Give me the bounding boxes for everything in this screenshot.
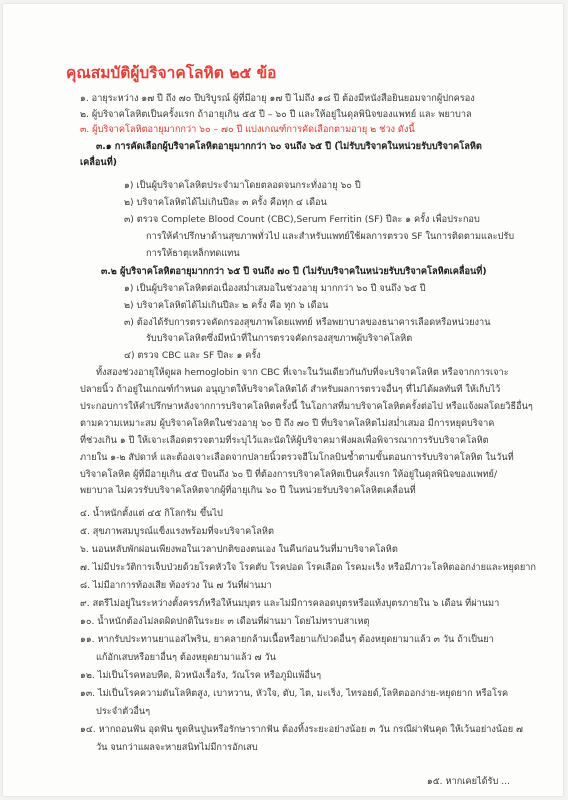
line-7: ๒) บริจาคโลหิตได้ไม่เกินปีละ ๓ ครั้ง คือทุก ๔ เดือน: [124, 197, 327, 208]
line-15: รับบริจาคโลหิตซึ่งมีหน้าที่ในการตรวจคัดกรองสุขภาพผู้บริจาคโลหิต: [146, 333, 413, 344]
line-19: ประกอบการให้คำปรึกษาหลังจากการบริจาคโลหิตครั้งนี้ ในโอกาสที่มาบริจาคโลหิตครั้งต่อไป หรือแจ้งผลโดยวิธีอื่นๆ: [80, 401, 533, 412]
line-24: พยาบาล ไม่ควรรับบริจาคโลหิตจากผู้ที่อายุเกิน ๖๐ ปี ในหน่วยรับบริจาคโลหิตเคลื่อนที่: [80, 485, 416, 496]
line-9: การให้คำปรึกษาด้านสุขภาพทั่วไป และสำหรับแพทย์ใช้ผลการตรวจ SF ในการติดตามและปรับ: [146, 231, 515, 242]
line-23: บริจาคโลหิต ผู้ที่มีอายุเกิน ๕๕ ปีจนถึง ๖๐ ปี ที่ต้องการบริจาคโลหิตเป็นครั้งแรก ให้อยู่ในดุลพินิจของแพทย์/: [80, 469, 498, 480]
line-13: ๒) บริจาคโลหิตได้ไม่เกินปีละ ๒ ครั้ง คือ ทุก ๖ เดือน: [124, 300, 329, 311]
line-33: แก้อักเสบหรือยาอื่นๆ ต้องหยุดยามาแล้ว ๗ วัน: [96, 652, 276, 663]
line-1: ๑. อายุระหว่าง ๑๗ ปี ถึง ๗๐ ปีบริบูรณ์ ผู้ที่มีอายุ ๑๗ ปี ไม่ถึง ๑๘ ปี ต้องมีหนังสือยินยอมจากผู้ปกครอง: [80, 93, 475, 104]
line-12: ๑) เป็นผู้บริจาคโลหิตต่อเนื่องสม่ำเสมอในช่วงอายุ มากกว่า ๖๐ ปี จนถึง ๖๕ ปี: [124, 283, 426, 294]
line-38: วัน จนกว่าแผลจะหายสนิทไม่มีการอักเสบ: [96, 742, 258, 753]
line-17: ทั้งสองช่วงอายุให้ดูผล hemoglobin จาก CBC ที่เจาะในวันเดียวกันกับที่จะบริจาคโลหิต หรือจากการเจาะ: [96, 367, 509, 378]
line-26: ๕. สุขภาพสมบูรณ์แข็งแรงพร้อมที่จะบริจาคโลหิต: [80, 526, 274, 537]
line-4: ๓.๑ การคัดเลือกผู้บริจาคโลหิตอายุมากกว่า ๖๐ จนถึง ๖๕ ปี (ไม่รับบริจาคในหน่วยรับบริจาคโลหิต: [96, 141, 482, 152]
line-27: ๖. นอนหลับพักผ่อนเพียงพอในเวลาปกติของตนเอง ในคืนก่อนวันที่มาบริจาคโลหิต: [80, 544, 398, 555]
line-11: ๓.๒ ผู้บริจาคโลหิตอายุมากกว่า ๖๕ ปี จนถึง ๗๐ ปี (ไม่รับบริจาคในหน่วยรับบริจาคโลหิตเคลื่อนที่): [101, 266, 487, 277]
line-22: ภายใน ๑-๒ สัปดาห์ และต้องเจาะเลือดจากปลายนิ้วตรวจฮีโมโกลบินซ้ำตามขั้นตอนการรับบริจาคโลหิต ในวันที่: [80, 452, 514, 463]
line-18: ปลายนิ้ว ถ้าอยู่ในเกณฑ์กำหนด อนุญาตให้บริจาคโลหิตได้ สำหรับผลการตรวจอื่นๆ ที่ไม่ได้ผลทันที ให้เก็บไว้: [80, 384, 501, 395]
line-8: ๓) ตรวจ Complete Blood Count (CBC),Serum Ferritin (SF) ปีละ ๑ ครั้ง เพื่อประกอบ: [124, 214, 480, 225]
line-28: ๗. ไม่มีประวัติการเจ็บป่วยด้วยโรคหัวใจ โรคตับ โรคปอด โรคเลือด โรคมะเร็ง หรือมีภาวะโลหิตออกง่ายและหยุดยาก: [80, 562, 536, 573]
line-2: ๒. ผู้บริจาคโลหิตเป็นครั้งแรก ถ้าอายุเกิน ๕๕ ปี – ๖๐ ปี และให้อยู่ในดุลพินิจของแพทย์ และ พยาบาล: [80, 109, 472, 120]
line-6: ๑) เป็นผู้บริจาคโลหิตประจำมาโดยตลอดจนกระทั่งอายุ ๖๐ ปี: [124, 180, 361, 191]
line-35: ๑๓. ไม่เป็นโรคความดันโลหิตสูง, เบาหวาน, หัวใจ, ตับ, ไต, มะเร็ง, ไทรอยด์,โลหิตออกง่าย-หยุดยาก หรือโรค: [80, 688, 509, 699]
line-37: ๑๔. หากถอนฟัน อุดฟัน ขูดหินปูนหรือรักษารากฟัน ต้องทิ้งระยะอย่างน้อย ๓ วัน กรณีผ่าฟันคุด ให้เว้นอย่างน้อย ๗: [80, 724, 523, 735]
line-31: ๑๐. น้ำหนักต้องไม่ลดผิดปกติในระยะ ๓ เดือนที่ผ่านมา โดยไม่ทราบสาเหตุ: [80, 616, 370, 627]
line-32: ๑๑. หากรับประทานยาแอสไพริน, ยาคลายกล้ามเนื้อหรือยาแก้ปวดอื่นๆ ต้องหยุดยามาแล้ว ๓ วัน ถ้าเป็นยา: [80, 634, 494, 645]
line-34: ๑๒. ไม่เป็นโรคหอบหืด, ผิวหนังเรื้อรัง, วัณโรค หรือภูมิแพ้อื่นๆ: [80, 670, 322, 681]
line-14: ๓) ต้องได้รับการตรวจคัดกรองสุขภาพโดยแพทย์ หรือพยาบาลของธนาคารเลือดหรือหน่วยงาน: [124, 317, 491, 328]
line-29: ๘. ไม่มีอาการท้องเสีย ท้องร่วง ใน ๗ วันที่ผ่านมา: [80, 580, 272, 591]
line-16: ๔) ตรวจ CBC และ SF ปีละ ๑ ครั้ง: [124, 350, 261, 361]
line-20: ตามความเหมาะสม ผู้บริจาคโลหิตในช่วงอายุ ๖๐ ปี ถึง ๗๐ ปี ที่บริจาคโลหิตไม่สม่ำเสมอ มีการหยุดบริจาค: [80, 418, 495, 429]
line-10: การให้ธาตุเหล็กทดแทน: [146, 248, 240, 259]
document-title: คุณสมบัติผู้บริจาคโลหิต ๒๕ ข้อ: [66, 64, 277, 82]
line-21: ที่ช่วงเกิน ๑ ปี ให้เจาะเลือดตรวจตามที่ระบุไว้และนัดให้ผู้บริจาคมาฟังผลเพื่อพิจารณาการรับบริจาคโลหิต: [80, 435, 489, 446]
continuation-note: ๑๕. หากเคยได้รับ ...: [426, 776, 510, 787]
line-36: ประจำตัวอื่นๆ: [96, 706, 151, 717]
line-5: เคลื่อนที่): [80, 157, 117, 168]
line-25: ๔. น้ำหนักตั้งแต่ ๔๕ กิโลกรัม ขึ้นไป: [80, 508, 223, 519]
line-30: ๙. สตรีไม่อยู่ในระหว่างตั้งครรภ์หรือให้นมบุตร และไม่มีการคลอดบุตรหรือแท้งบุตรภายใน ๖ เดือน ที่ผ่านมา: [80, 598, 500, 609]
line-3: ๓. ผู้บริจาคโลหิตอายุมากกว่า ๖๐ – ๗๐ ปี แบ่งเกณฑ์การคัดเลือกตามอายุ ๒ ช่วง ดังนี้: [80, 124, 415, 135]
